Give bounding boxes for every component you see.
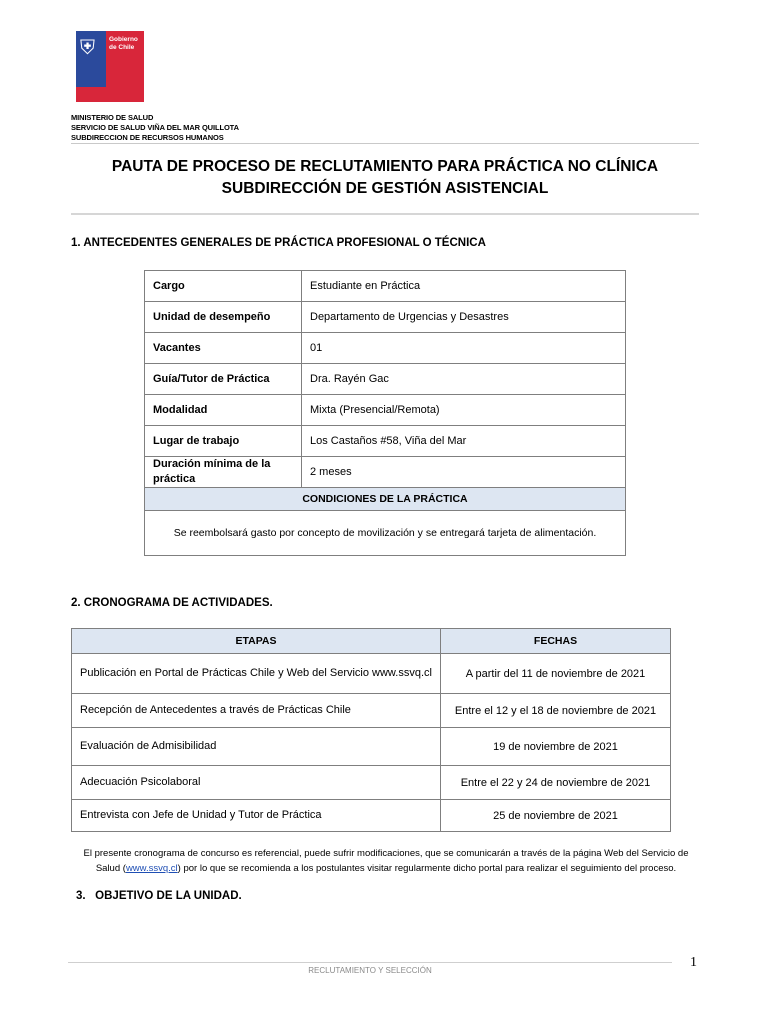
table-row xyxy=(72,800,671,832)
subdirection-line: SUBDIRECCION DE RECURSOS HUMANOS xyxy=(71,133,224,142)
table-row xyxy=(145,271,626,302)
footer-text: RECLUTAMIENTO Y SELECCIÓN xyxy=(308,966,432,975)
note-text-part-2: ) por lo que se recomienda a los postulantes visitar regularmente dicho portal para realizar el seguimiento del proceso. xyxy=(177,863,677,874)
title-line-1: PAUTA DE PROCESO DE RECLUTAMIENTO PARA PRÁCTICA NO CLÍNICA xyxy=(111,158,659,175)
etapa-cell: Recepción de Antecedentes a través de Prácticas Chile xyxy=(72,694,441,728)
table-row xyxy=(145,457,626,488)
etapa-cell: Entrevista con Jefe de Unidad y Tutor de Práctica xyxy=(72,800,441,832)
ministry-line: MINISTERIO DE SALUD xyxy=(71,113,154,122)
table-row xyxy=(72,766,671,800)
table-row xyxy=(72,728,671,766)
row-label: Duración mínima de la práctica xyxy=(145,457,302,488)
ssvq-link[interactable]: www.ssvq.cl xyxy=(125,863,178,874)
conditions-header-row xyxy=(145,488,626,511)
fecha-cell: Entre el 12 y el 18 de noviembre de 2021 xyxy=(441,694,671,728)
section-2-heading: 2. CRONOGRAMA DE ACTIVIDADES. xyxy=(71,597,273,609)
ministry-header xyxy=(71,113,239,143)
title-line-2: SUBDIRECCIÓN DE GESTIÓN ASISTENCIAL xyxy=(221,180,549,197)
row-label: Unidad de desempeño xyxy=(145,302,302,333)
column-header-fechas: FECHAS xyxy=(441,629,671,654)
fecha-cell: 19 de noviembre de 2021 xyxy=(441,728,671,766)
row-label: Cargo xyxy=(145,271,302,302)
etapa-cell: Publicación en Portal de Prácticas Chile y Web del Servicio www.ssvq.cl xyxy=(72,654,441,694)
gobierno-de-chile-logo xyxy=(76,31,144,102)
footer-divider xyxy=(68,962,672,963)
row-value: Estudiante en Práctica xyxy=(302,271,626,302)
page-number: 1 xyxy=(690,955,697,970)
table-row xyxy=(72,654,671,694)
row-value: Mixta (Presencial/Remota) xyxy=(302,395,626,426)
coat-of-arms-icon: ⛨ xyxy=(80,35,95,59)
row-label: Modalidad xyxy=(145,395,302,426)
column-header-etapas: ETAPAS xyxy=(72,629,441,654)
header-divider xyxy=(71,143,699,144)
row-label: Lugar de trabajo xyxy=(145,426,302,457)
row-value: Departamento de Urgencias y Desastres xyxy=(302,302,626,333)
section-3-heading: 3. OBJETIVO DE LA UNIDAD. xyxy=(76,890,242,902)
table-row xyxy=(145,333,626,364)
practice-details-table xyxy=(144,270,626,556)
table-row xyxy=(145,364,626,395)
fecha-cell: 25 de noviembre de 2021 xyxy=(441,800,671,832)
title-divider xyxy=(71,213,699,215)
service-line: SERVICIO DE SALUD VIÑA DEL MAR QUILLOTA xyxy=(71,123,239,132)
row-value: 01 xyxy=(302,333,626,364)
row-value: 2 meses xyxy=(302,457,626,488)
conditions-text: Se reembolsará gasto por concepto de movilización y se entregará tarjeta de alimentación. xyxy=(145,511,626,556)
row-label: Guía/Tutor de Práctica xyxy=(145,364,302,395)
table-row xyxy=(145,302,626,333)
document-title xyxy=(71,156,699,200)
conditions-header: CONDICIONES DE LA PRÁCTICA xyxy=(145,488,626,511)
table-row xyxy=(145,395,626,426)
fecha-cell: A partir del 11 de noviembre de 2021 xyxy=(441,654,671,694)
note-text-part-1: El presente cronograma de concurso es referencial, puede sufrir modificaciones, que se comunicarán a través de la página Web del Servicio de Salud ( xyxy=(83,848,689,874)
logo-red-bar xyxy=(76,87,144,102)
table-row xyxy=(72,694,671,728)
logo-text: Gobierno de Chile xyxy=(109,36,138,51)
etapa-cell: Evaluación de Admisibilidad xyxy=(72,728,441,766)
schedule-table xyxy=(71,628,671,832)
row-value: Dra. Rayén Gac xyxy=(302,364,626,395)
schedule-note xyxy=(78,846,694,876)
conditions-row xyxy=(145,511,626,556)
section-1-heading: 1. ANTECEDENTES GENERALES DE PRÁCTICA PROFESIONAL O TÉCNICA xyxy=(71,237,486,249)
schedule-header-row xyxy=(72,629,671,654)
table-row xyxy=(145,426,626,457)
etapa-cell: Adecuación Psicolaboral xyxy=(72,766,441,800)
fecha-cell: Entre el 22 y 24 de noviembre de 2021 xyxy=(441,766,671,800)
row-label: Vacantes xyxy=(145,333,302,364)
row-value: Los Castaños #58, Viña del Mar xyxy=(302,426,626,457)
